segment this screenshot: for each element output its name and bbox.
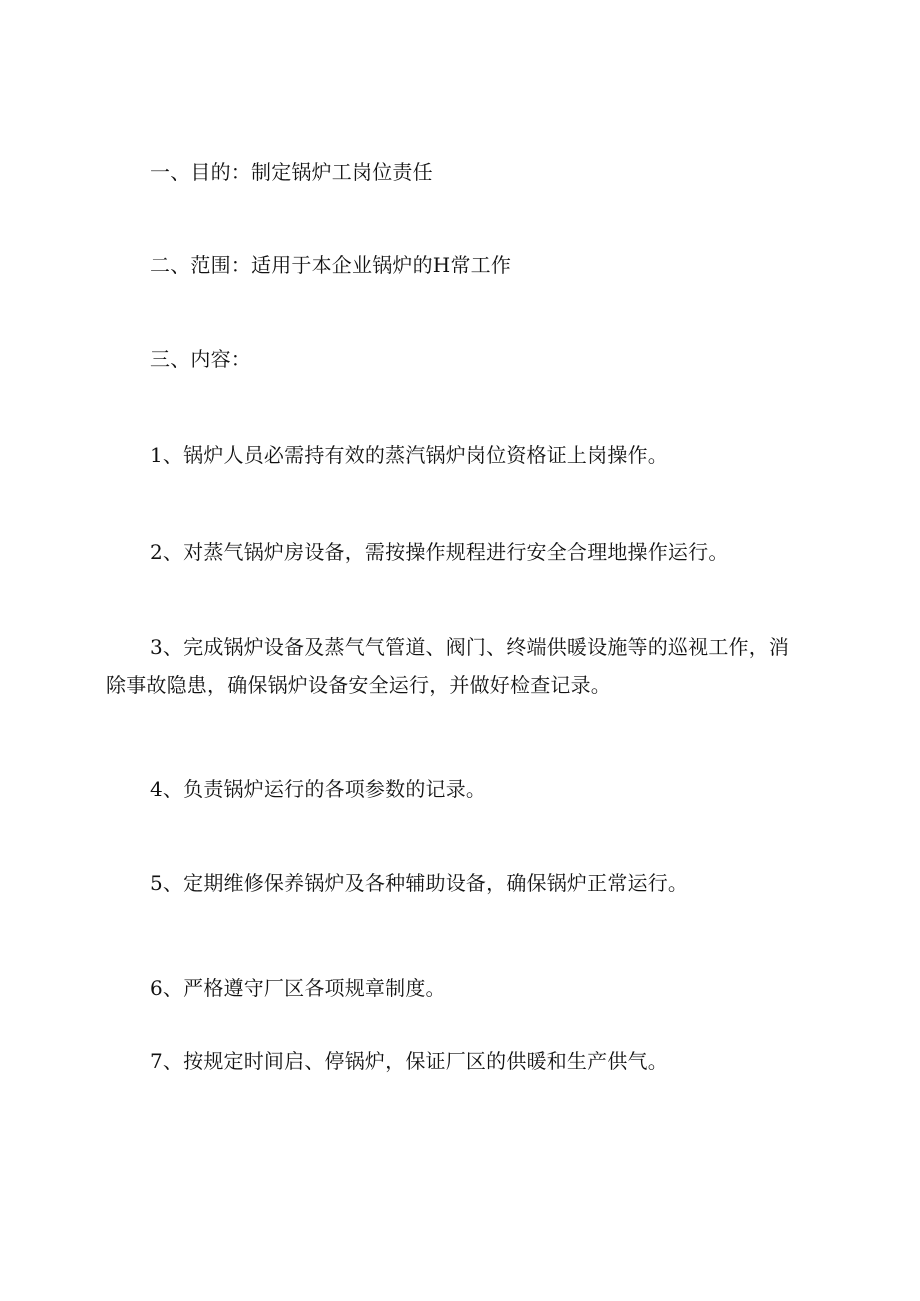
content-item-4: 4、负责锅炉运行的各项参数的记录。 — [150, 777, 487, 801]
section-purpose: 一、目的：制定锅炉工岗位责任 — [150, 160, 433, 184]
content-item-3: 3、完成锅炉设备及蒸气气管道、阀门、终端供暖设施等的巡视工作，消除事故隐患，确保锅炉设备安全运行，并做好检查记录。 — [106, 635, 790, 697]
section-scope: 二、范围：适用于本企业锅炉的H常工作 — [150, 253, 512, 277]
content-item-2: 2、对蒸气锅炉房设备，需按操作规程进行安全合理地操作运行。 — [150, 540, 729, 564]
content-item-5: 5、定期维修保养锅炉及各种辅助设备，确保锅炉正常运行。 — [150, 871, 689, 895]
content-item-6: 6、严格遵守厂区各项规章制度。 — [150, 976, 446, 1000]
content-item-7: 7、按规定时间启、停锅炉，保证厂区的供暖和生产供气。 — [150, 1049, 668, 1073]
section-content-heading: 三、内容： — [150, 347, 251, 371]
content-item-1: 1、锅炉人员必需持有效的蒸汽锅炉岗位资格证上岗操作。 — [150, 443, 668, 467]
